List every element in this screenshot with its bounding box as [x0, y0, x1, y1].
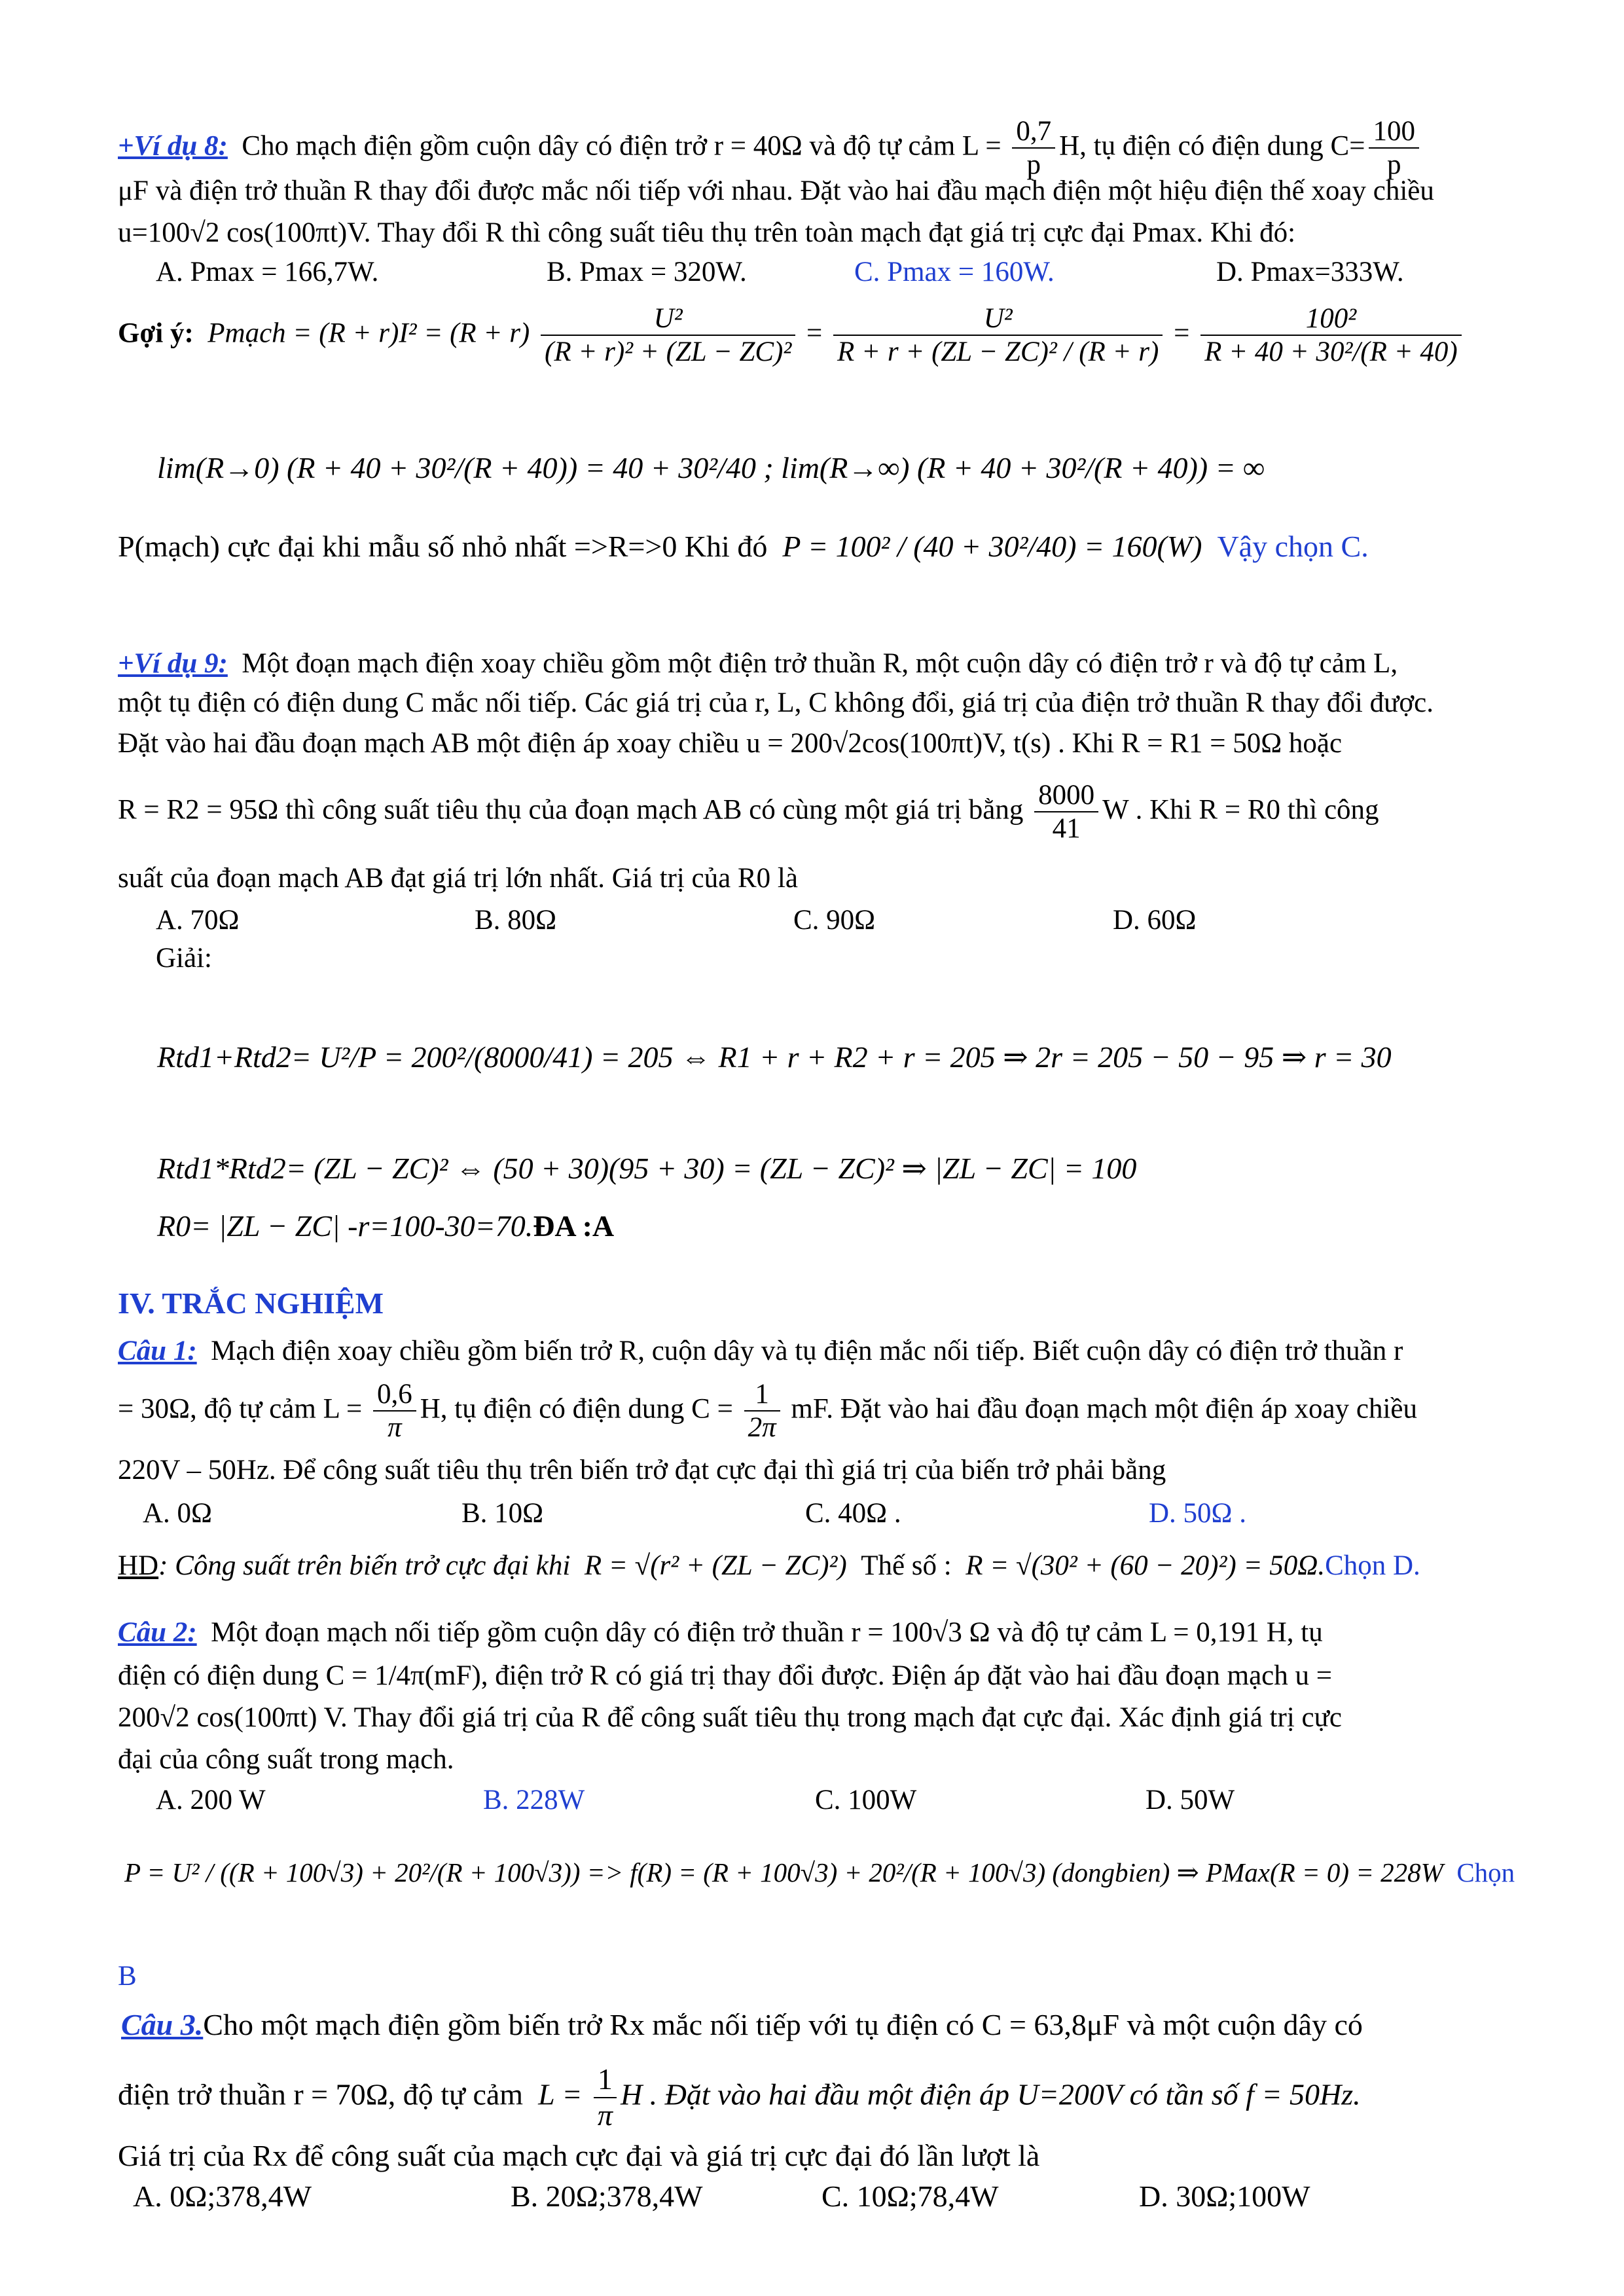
- vd9-line4: R = R2 = 95Ω thì công suất tiêu thụ của đoạn mạch AB có cùng một giá trị bằng $\frac{8000}{41}$ W . Khi R = R0 thì công: [118, 780, 1379, 845]
- c1-option-d: D. 50Ω .: [1149, 1498, 1247, 1529]
- vd9-step1: Rtd1+Rtd2= U²/P = 200²/(8000/41) = 205 ⇔ R1 + r + R2 + r = 205 ⇒ 2r = 205 − 50 − 95 ⇒ r = 30: [157, 1040, 1392, 1074]
- c1-C-fraction: $\frac{1}{2\pi}$: [744, 1378, 780, 1444]
- vd9-line3: Đặt vào hai đầu đoạn mạch AB một điện áp xoay chiều u = 200√2cos(100πt)V, t(s) . Khi R = R1 = 50Ω hoặc: [118, 728, 1343, 759]
- vd9-option-d: D. 60Ω: [1113, 905, 1197, 936]
- vd8-hint-label: Gợi ý:: [118, 318, 194, 349]
- vd8-option-a: A. Pmax = 166,7W.: [156, 257, 379, 287]
- vd9-step3: R0= |ZL − ZC| -r=100-30=70.ĐA :A: [157, 1209, 615, 1243]
- c3-option-c: C. 10Ω;78,4W: [821, 2179, 999, 2213]
- vd9-line1: +Ví dụ 9: Một đoạn mạch điện xoay chiều gồm một điện trở thuần R, một cuộn dây có điện trở r và độ tự cảm L,: [118, 648, 1398, 679]
- c3-label: Câu 3.: [121, 2008, 204, 2041]
- vd9-solution-label: Giải:: [156, 943, 212, 974]
- vd9-line5: suất của đoạn mạch AB đạt giá trị lớn nhất. Giá trị của R0 là: [118, 863, 798, 894]
- c2-line2: điện có điện dung C = 1/4π(mF), điện trở R có giá trị thay đổi được. Điện áp đặt vào hai đầu đoạn mạch u =: [118, 1660, 1333, 1691]
- vd9-power-fraction: $\frac{8000}{41}$: [1034, 779, 1098, 845]
- vd8-option-c: C. Pmax = 160W.: [854, 257, 1055, 287]
- c2-line1: Câu 2: Một đoạn mạch nối tiếp gồm cuộn dây có điện trở thuần r = 100√3 Ω và độ tự cảm L = 0,191 H, tụ: [118, 1617, 1323, 1648]
- c2-choose-letter: B: [118, 1961, 137, 1992]
- c3-option-d: D. 30Ω;100W: [1139, 2179, 1310, 2213]
- c3-line2: điện trở thuần r = 70Ω, độ tự cảm L = $\frac{1}{\pi}$ H . Đặt vào hai đầu một điện áp U=200V có tần số f = 50Hz.: [118, 2062, 1361, 2132]
- vd8-text-1a: Cho mạch điện gồm cuộn dây có điện trở r = 40Ω và độ tự cảm L =: [242, 130, 1001, 162]
- vd8-limits: lim(R→0) (R + 40 + 30²/(R + 40)) = 40 + 30²/40 ; lim(R→∞) (R + 40 + 30²/(R + 40)) = ∞: [157, 451, 1265, 484]
- c1-line3: 220V – 50Hz. Để công suất tiêu thụ trên biến trở đạt cực đại thì giá trị của biến trở phải bằng: [118, 1455, 1166, 1485]
- vd8-conclusion: P(mạch) cực đại khi mẫu số nhỏ nhất =>R=>0 Khi đó P = 100² / (40 + 30²/40) = 160(W) Vậy chọn C.: [118, 530, 1369, 563]
- c3-L-fraction: $\frac{1}{\pi}$: [594, 2062, 617, 2133]
- c1-hint-eq2: R = √(30² + (60 − 20)²) = 50Ω.: [965, 1550, 1326, 1581]
- vd8-hint-equation: Gợi ý: Pmạch = (R + r)I² = (R + r) $\frac{\text{U²}}{\text{(R + r)² + (ZL − ZC)²}}$ = $\frac{\text{U²}}{\text{R + r + (ZL − ZC)² / (R + r)}}$ = $\frac{\text{100²}}{\text{R + 40 + 30²/(R + 40)}}$: [118, 302, 1466, 369]
- c3-option-a: A. 0Ω;378,4W: [133, 2179, 312, 2213]
- c1-option-a: A. 0Ω: [143, 1498, 213, 1529]
- vd8-line3: u=100√2 cos(100πt)V. Thay đổi R thì công suất tiêu thụ trên toàn mạch đạt giá trị cực đại Pmax. Khi đó:: [118, 217, 1296, 248]
- vd8-line2: μF và điện trở thuần R thay đổi được mắc nối tiếp với nhau. Đặt vào hai đầu mạch điện một hiệu điện thế xoay chiều: [118, 175, 1434, 206]
- c1-line2: = 30Ω, độ tự cảm L = $\frac{0,6}{\pi}$ H, tụ điện có điện dung C = $\frac{1}{2\pi}$ mF. Đặt vào hai đầu đoạn mạch một điện áp xoay chiều: [118, 1379, 1418, 1444]
- c2-label: Câu 2:: [118, 1617, 197, 1648]
- vd9-line2: một tụ điện có điện dung C mắc nối tiếp. Các giá trị của r, L, C không đổi, giá trị của điện trở thuần R thay đổi được.: [118, 687, 1434, 718]
- vd9-step2: Rtd1*Rtd2= (ZL − ZC)² ⇔ (50 + 30)(95 + 30) = (ZL − ZC)² ⇒ |ZL − ZC| = 100: [157, 1152, 1137, 1185]
- c1-option-b: B. 10Ω: [461, 1498, 544, 1529]
- c2-option-c: C. 100W: [815, 1785, 917, 1815]
- c2-equation: P = U² / ((R + 100√3) + 20²/(R + 100√3)) => f(R) = (R + 100√3) + 20²/(R + 100√3) (dongbien) ⇒ PMax(R = 0) = 228W Chọn: [124, 1857, 1515, 1887]
- c2-choose: Chọn: [1456, 1857, 1515, 1887]
- c1-hint-label: HD: [118, 1550, 159, 1581]
- vd8-option-b: B. Pmax = 320W.: [547, 257, 747, 287]
- vd9-label: +Ví dụ 9:: [118, 648, 228, 679]
- vd8-L-fraction: $\frac{0,7}{p}$: [1012, 115, 1055, 181]
- vd8-label: +Ví dụ 8:: [118, 130, 228, 162]
- vd8-C-fraction: $\frac{100}{p}$: [1369, 115, 1419, 181]
- vd8-conclusion-eq: P = 100² / (40 + 30²/40) = 160(W): [782, 530, 1202, 563]
- c1-line1: Câu 1: Mạch điện xoay chiều gồm biến trở R, cuộn dây và tụ điện mắc nối tiếp. Biết cuộn dây có điện trở thuần r: [118, 1336, 1403, 1366]
- c1-L-fraction: $\frac{0,6}{\pi}$: [373, 1378, 416, 1444]
- c1-label: Câu 1:: [118, 1336, 197, 1366]
- c2-line4: đại của công suất trong mạch.: [118, 1744, 454, 1775]
- section-heading: IV. TRẮC NGHIỆM: [118, 1286, 384, 1320]
- c1-hint: HD: Công suất trên biến trở cực đại khi R = √(r² + (ZL − ZC)²) Thế số : R = √(30² + (60 − 20)²) = 50Ω.Chọn D.: [118, 1550, 1420, 1581]
- vd8-choose: Vậy chọn C.: [1217, 530, 1369, 563]
- vd8-text-1b: H, tụ điện có điện dung C=: [1059, 130, 1365, 162]
- c1-option-c: C. 40Ω .: [805, 1498, 901, 1529]
- c1-hint-eq: R = √(r² + (ZL − ZC)²): [584, 1550, 847, 1581]
- vd9-answer: ĐA :A: [533, 1209, 615, 1243]
- c2-option-d: D. 50W: [1146, 1785, 1235, 1815]
- vd8-line1: [118, 115, 1423, 181]
- vd8-hint-lhs: Pmạch = (R + r)I² = (R + r): [208, 318, 530, 349]
- c2-line3: 200√2 cos(100πt) V. Thay đổi giá trị của R để công suất tiêu thụ trong mạch đạt cực đại. Xác định giá trị cực: [118, 1702, 1342, 1733]
- c2-option-a: A. 200 W: [156, 1785, 266, 1815]
- vd9-option-b: B. 80Ω: [475, 905, 557, 936]
- vd8-hint-frac3: $\frac{\text{100²}}{\text{R + 40 + 30²/(R + 40)}}$: [1200, 302, 1462, 369]
- c3-line1: Câu 3.Cho một mạch điện gồm biến trở Rx mắc nối tiếp với tụ điện có C = 63,8μF và một cuộn dây có: [121, 2008, 1363, 2041]
- c3-option-b: B. 20Ω;378,4W: [511, 2179, 703, 2213]
- vd8-hint-frac2: $\frac{\text{U²}}{\text{R + r + (ZL − ZC)² / (R + r)}}$: [833, 302, 1163, 369]
- vd8-hint-frac1: $\frac{\text{U²}}{\text{(R + r)² + (ZL − ZC)²}}$: [541, 302, 795, 369]
- c3-line3: Giá trị của Rx để công suất của mạch cực đại và giá trị cực đại đó lần lượt là: [118, 2139, 1040, 2172]
- c2-option-b: B. 228W: [483, 1785, 585, 1815]
- vd9-option-a: A. 70Ω: [156, 905, 240, 936]
- vd8-option-d: D. Pmax=333W.: [1216, 257, 1404, 287]
- c1-choose: Chọn D.: [1325, 1550, 1420, 1581]
- vd9-option-c: C. 90Ω: [793, 905, 876, 936]
